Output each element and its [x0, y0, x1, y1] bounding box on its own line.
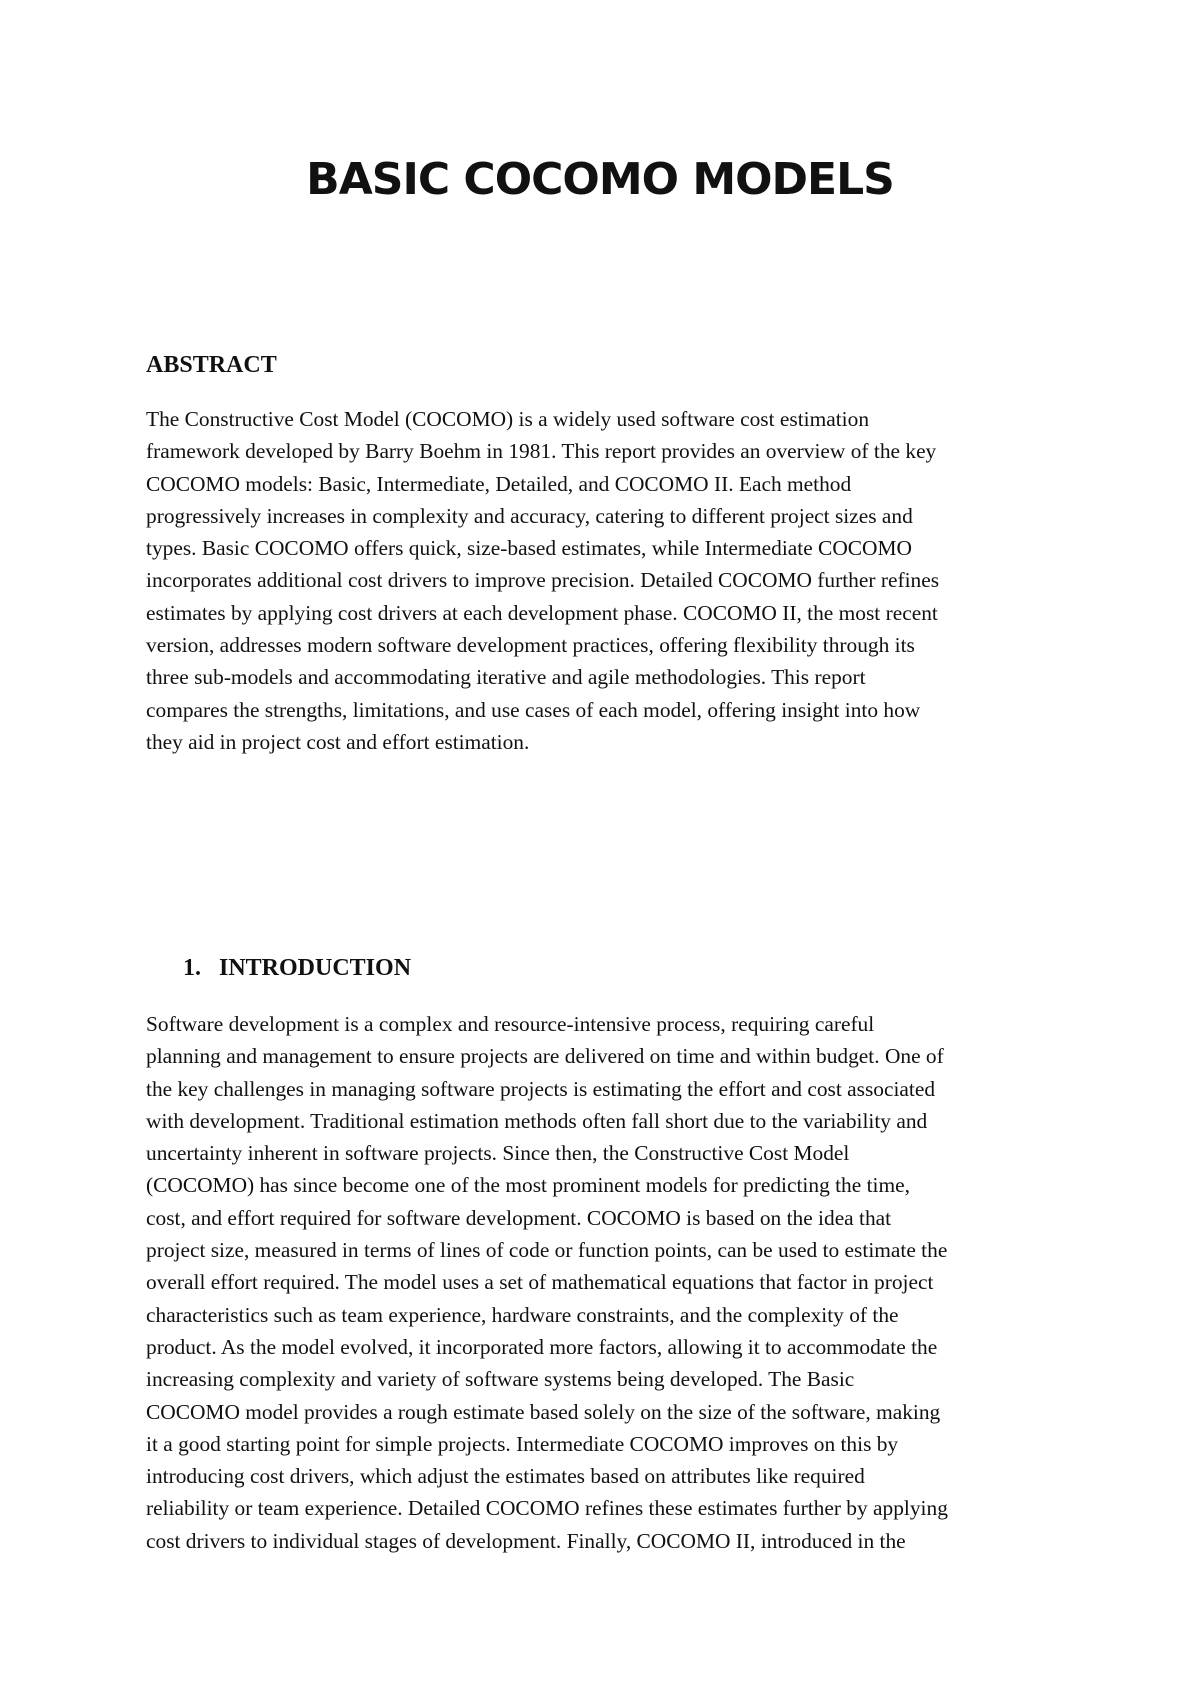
introduction-line: product. As the model evolved, it incorporated more factors, allowing it to accommodate the [146, 1334, 938, 1359]
introduction-line: (COCOMO) has since become one of the most prominent models for predicting the time, [146, 1173, 910, 1198]
introduction-line: Software development is a complex and resource-intensive process, requiring careful [146, 1012, 875, 1036]
introduction-line: reliability or team experience. Detailed COCOMO refines these estimates further by applying [146, 1496, 948, 1521]
introduction-paragraph [146, 1008, 1076, 1557]
introduction-line: COCOMO model provides a rough estimate based solely on the size of the software, making [146, 1399, 941, 1424]
abstract-line: estimates by applying cost drivers at each development phase. COCOMO II, the most recent [146, 600, 938, 625]
abstract-line: version, addresses modern software development practices, offering flexibility through its [146, 633, 915, 658]
document-title: BASIC COCOMO MODELS [306, 154, 894, 205]
abstract-line: compares the strengths, limitations, and use cases of each model, offering insight into how [146, 697, 921, 722]
introduction-line: introducing cost drivers, which adjust the estimates based on attributes like required [146, 1464, 865, 1489]
introduction-line: increasing complexity and variety of software systems being developed. The Basic [146, 1367, 855, 1392]
abstract-line: three sub-models and accommodating iterative and agile methodologies. This report [146, 665, 866, 690]
introduction-line: overall effort required. The model uses a set of mathematical equations that factor in project [146, 1270, 934, 1295]
introduction-line: cost, and effort required for software development. COCOMO is based on the idea that [146, 1205, 892, 1230]
abstract-line: they aid in project cost and effort estimation. [146, 729, 530, 754]
introduction-line: cost drivers to individual stages of development. Finally, COCOMO II, introduced in the [146, 1528, 906, 1553]
introduction-line: the key challenges in managing software projects is estimating the effort and cost associated [146, 1076, 936, 1101]
section-number: 1. [183, 955, 201, 981]
abstract-line: COCOMO models: Basic, Intermediate, Detailed, and COCOMO II. Each method [146, 471, 852, 496]
abstract-line: types. Basic COCOMO offers quick, size-based estimates, while Intermediate COCOMO [146, 536, 912, 561]
abstract-line: incorporates additional cost drivers to improve precision. Detailed COCOMO further refines [146, 568, 940, 593]
introduction-heading [183, 953, 411, 983]
introduction-line: with development. Traditional estimation methods often fall short due to the variability and [146, 1108, 928, 1133]
abstract-paragraph [146, 403, 1076, 758]
introduction-line: project size, measured in terms of lines of code or function points, can be used to estimate the [146, 1238, 948, 1263]
abstract-line: progressively increases in complexity and accuracy, catering to different project sizes and [146, 503, 913, 528]
section-title: INTRODUCTION [219, 955, 412, 981]
abstract-heading: ABSTRACT [146, 352, 277, 378]
introduction-line: it a good starting point for simple projects. Intermediate COCOMO improves on this by [146, 1431, 899, 1456]
abstract-line: The Constructive Cost Model (COCOMO) is a widely used software cost estimation [146, 407, 870, 431]
introduction-line: uncertainty inherent in software projects. Since then, the Constructive Cost Model [146, 1141, 850, 1166]
introduction-line: planning and management to ensure projects are delivered on time and within budget. One of [146, 1044, 944, 1069]
abstract-line: framework developed by Barry Boehm in 1981. This report provides an overview of the key [146, 439, 937, 464]
introduction-line: characteristics such as team experience, hardware constraints, and the complexity of the [146, 1302, 899, 1327]
